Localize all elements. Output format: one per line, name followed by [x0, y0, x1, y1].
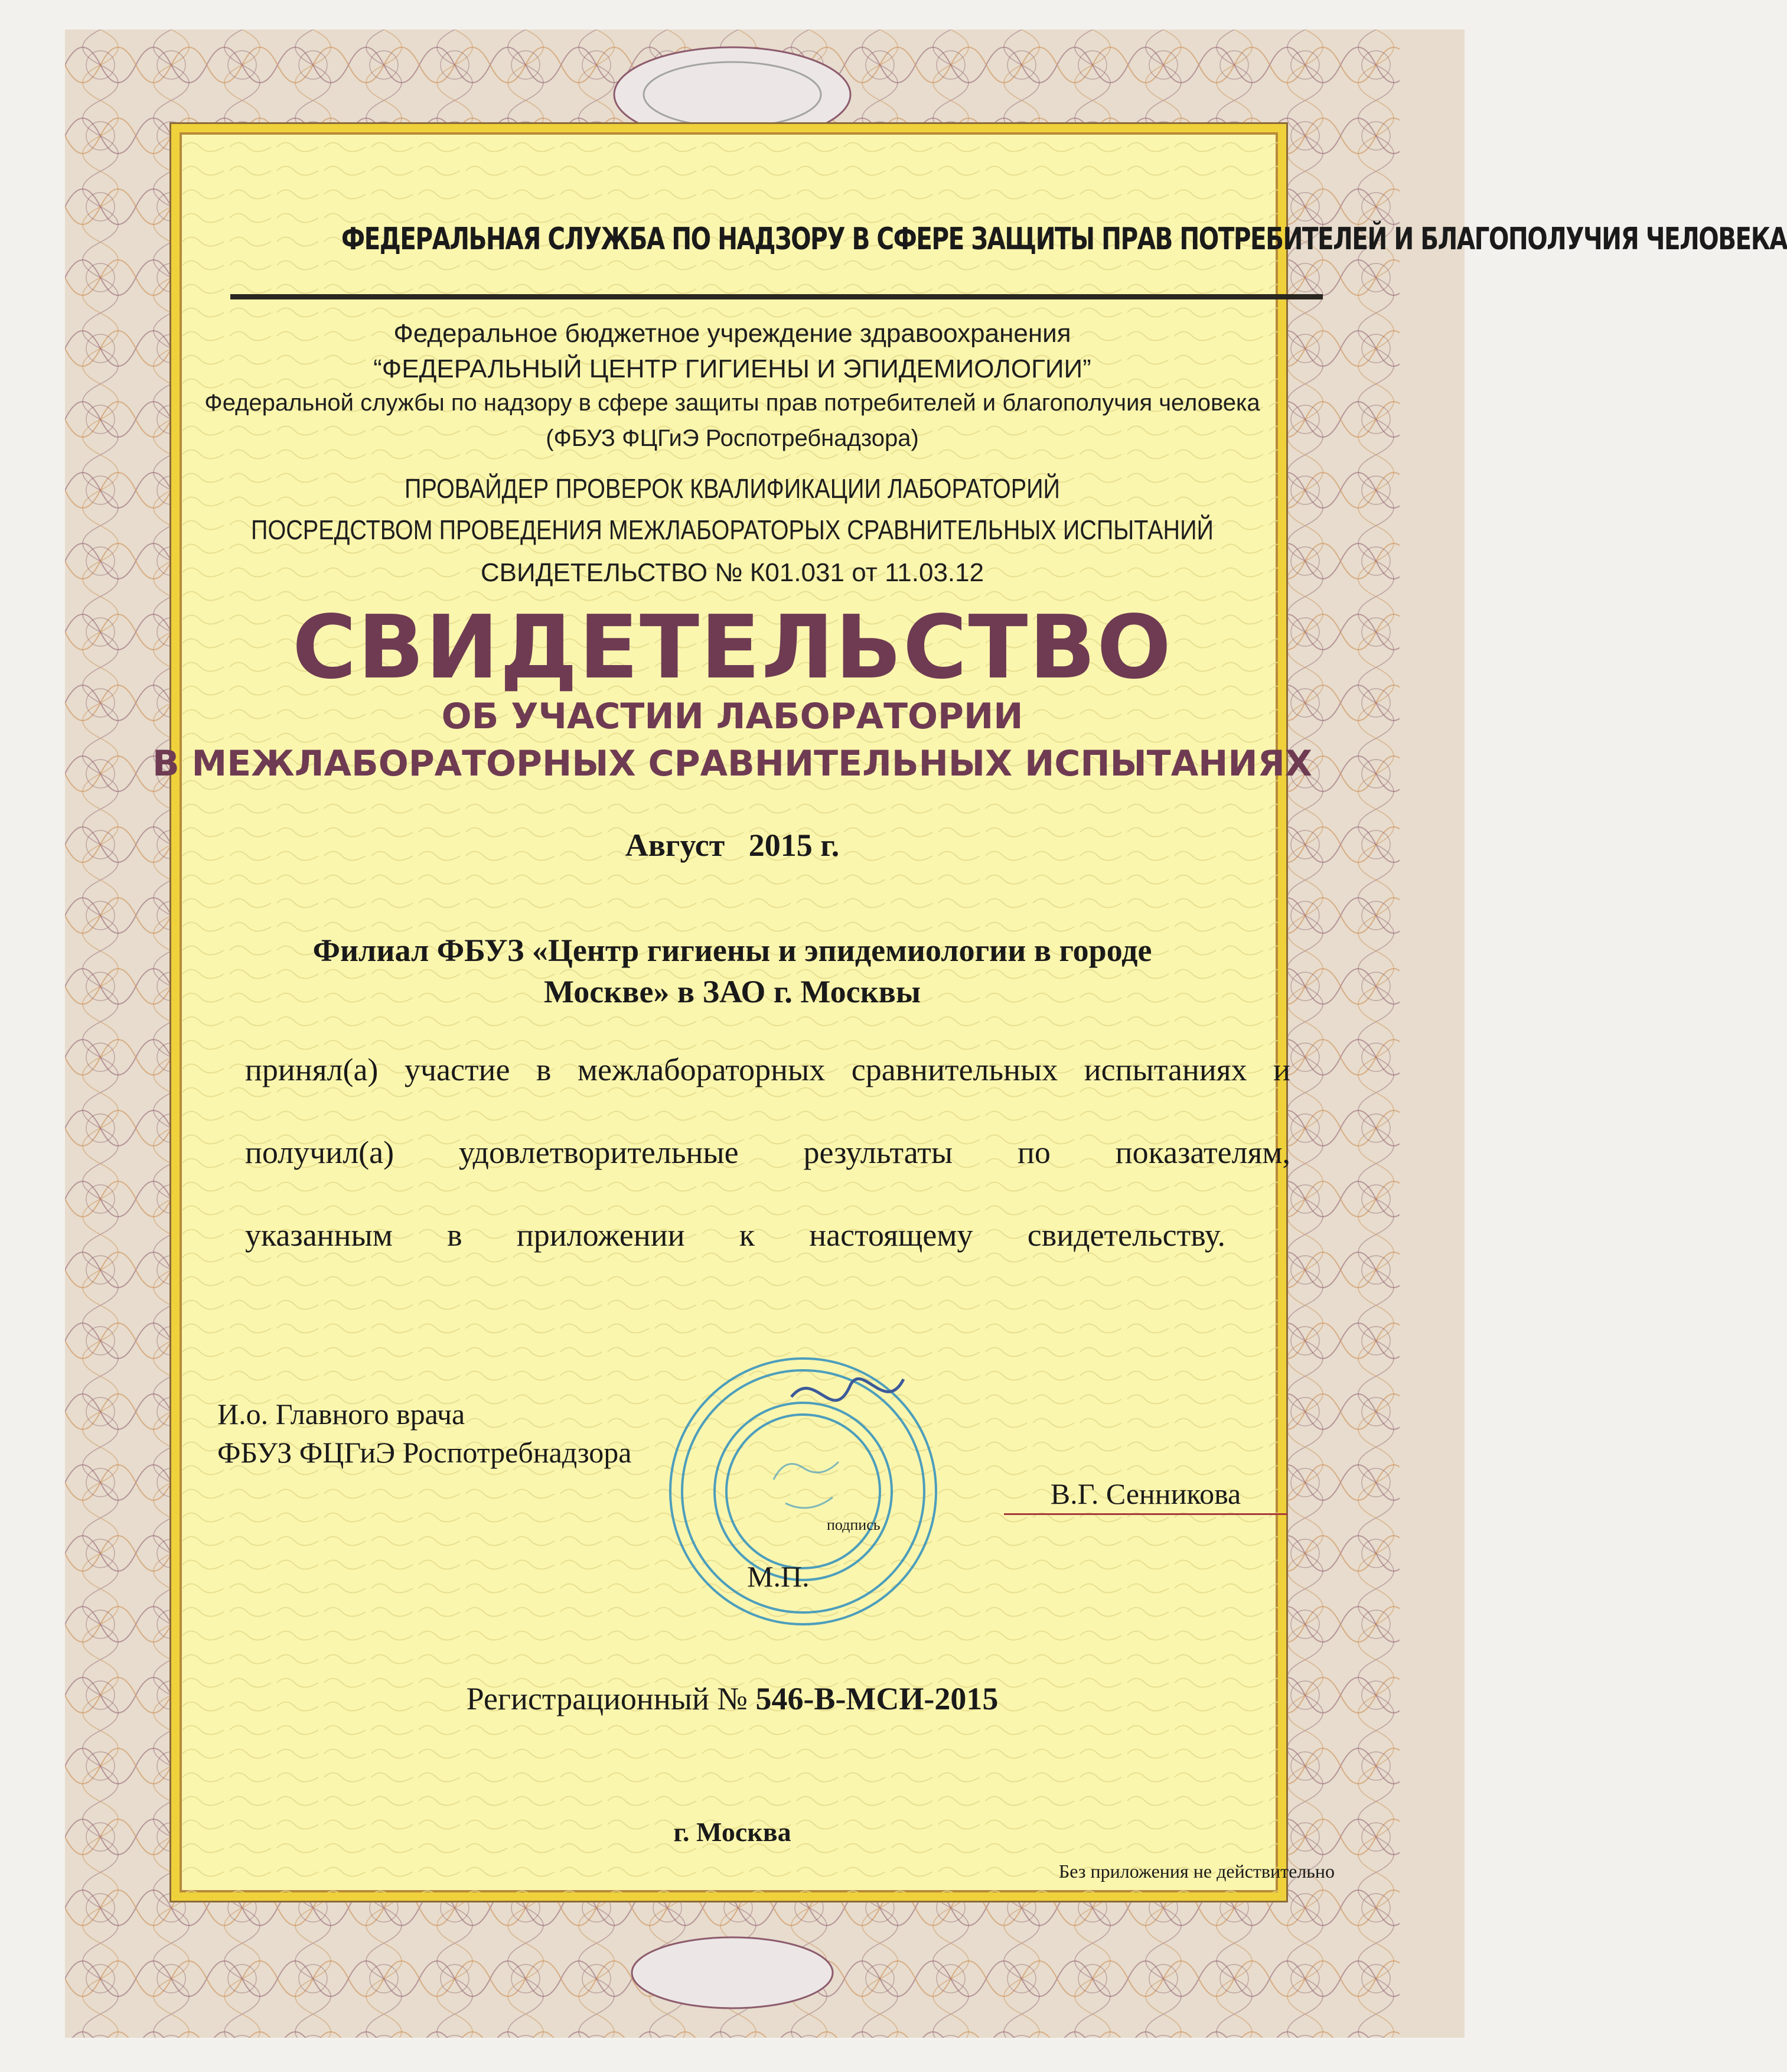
certificate-subtitle-1: ОБ УЧАСТИИ ЛАБОРАТОРИИ [441, 696, 1023, 737]
provider-line-2: ПОСРЕДСТВОМ ПРОВЕДЕНИЯ МЕЖЛАБОРАТОРЫХ СРАВНИТЕЛЬНЫХ ИСПЫТАНИЙ [251, 514, 1214, 545]
certificate-title: СВИДЕТЕЛЬСТВО [292, 597, 1173, 698]
seal-label: М.П. [747, 1560, 810, 1593]
institution-line-2: “ФЕДЕРАЛЬНЫЙ ЦЕНТР ГИГИЕНЫ И ЭПИДЕМИОЛОГИИ” [373, 354, 1091, 383]
institution-abbrev: (ФБУЗ ФЦГиЭ Роспотребнадзора) [546, 425, 919, 451]
issue-city: г. Москва [673, 1817, 791, 1847]
organization-name-1: Филиал ФБУЗ «Центр гигиены и эпидемиологии в городе [312, 933, 1152, 968]
signature-label: подпись [827, 1516, 881, 1533]
agency-title: ФЕДЕРАЛЬНАЯ СЛУЖБА ПО НАДЗОРУ В СФЕРЕ ЗАЩИТЫ ПРАВ ПОТРЕБИТЕЛЕЙ И БЛАГОПОЛУЧИЯ ЧЕЛОВЕКА [341, 221, 1787, 257]
provider-line-1: ПРОВАЙДЕР ПРОВЕРОК КВАЛИФИКАЦИИ ЛАБОРАТОРИЙ [405, 473, 1060, 504]
body-line-2: получил(а) удовлетворительные результаты по показателям, [245, 1135, 1290, 1170]
certificate-subtitle-2: В МЕЖЛАБОРАТОРНЫХ СРАВНИТЕЛЬНЫХ ИСПЫТАНИЯХ [152, 743, 1313, 784]
registration-label: Регистрационный № [466, 1681, 756, 1716]
institution-line-1: Федеральное бюджетное учреждение здравоохранения [393, 319, 1071, 348]
round-seal [638, 1344, 968, 1639]
body-line-1: принял(а) участие в межлабораторных сравнительных испытаниях и [245, 1052, 1290, 1087]
registration-value: 546-В-МСИ-2015 [755, 1681, 999, 1716]
certificate-date: Август 2015 г. [625, 828, 840, 863]
organization-name-2: Москве» в ЗАО г. Москвы [543, 974, 921, 1009]
body-line-3: указанным в приложении к настоящему свидетельству. [245, 1217, 1225, 1253]
validity-note: Без приложения не действительно [1058, 1861, 1335, 1882]
signer-name: В.Г. Сенникова [1004, 1477, 1287, 1515]
signer-position-1: И.о. Главного врача [217, 1397, 465, 1431]
institution-line-3: Федеральной службы по надзору в сфере защиты прав потребителей и благополучия человека [204, 390, 1260, 416]
registration-number [0, 1680, 1465, 1717]
signer-position-2: ФБУЗ ФЦГиЭ Роспотребнадзора [217, 1436, 632, 1469]
header-divider [230, 294, 1323, 299]
provider-certificate-ref: СВИДЕТЕЛЬСТВО № К01.031 от 11.03.12 [480, 558, 984, 587]
